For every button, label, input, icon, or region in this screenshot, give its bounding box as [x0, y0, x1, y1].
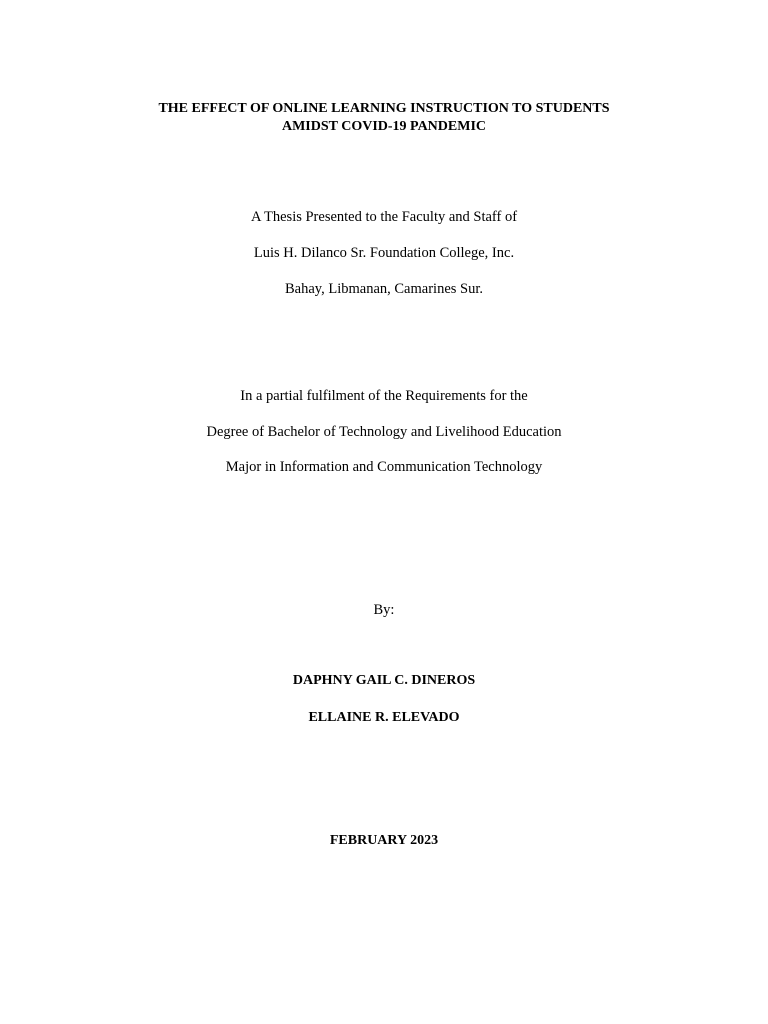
requirements-line-1: In a partial fulfilment of the Requirements for the	[240, 388, 528, 404]
institution-name: Luis H. Dilanco Sr. Foundation College, Inc.	[253, 245, 515, 261]
by-label: By:	[373, 602, 395, 618]
author-name: ELLAINE R. ELEVADO	[308, 710, 460, 725]
degree-line: Degree of Bachelor of Technology and Livelihood Education	[206, 424, 562, 440]
presentation-line-1: A Thesis Presented to the Faculty and Staff of	[250, 209, 518, 225]
thesis-title-line-1: THE EFFECT OF ONLINE LEARNING INSTRUCTION TO STUDENTS	[158, 101, 610, 116]
institution-address: Bahay, Libmanan, Camarines Sur.	[285, 281, 483, 297]
thesis-title-line-2: AMIDST COVID-19 PANDEMIC	[281, 119, 487, 134]
major-line: Major in Information and Communication Technology	[225, 459, 543, 475]
submission-date: FEBRUARY 2023	[329, 833, 439, 848]
author-name: DAPHNY GAIL C. DINEROS	[292, 673, 476, 688]
